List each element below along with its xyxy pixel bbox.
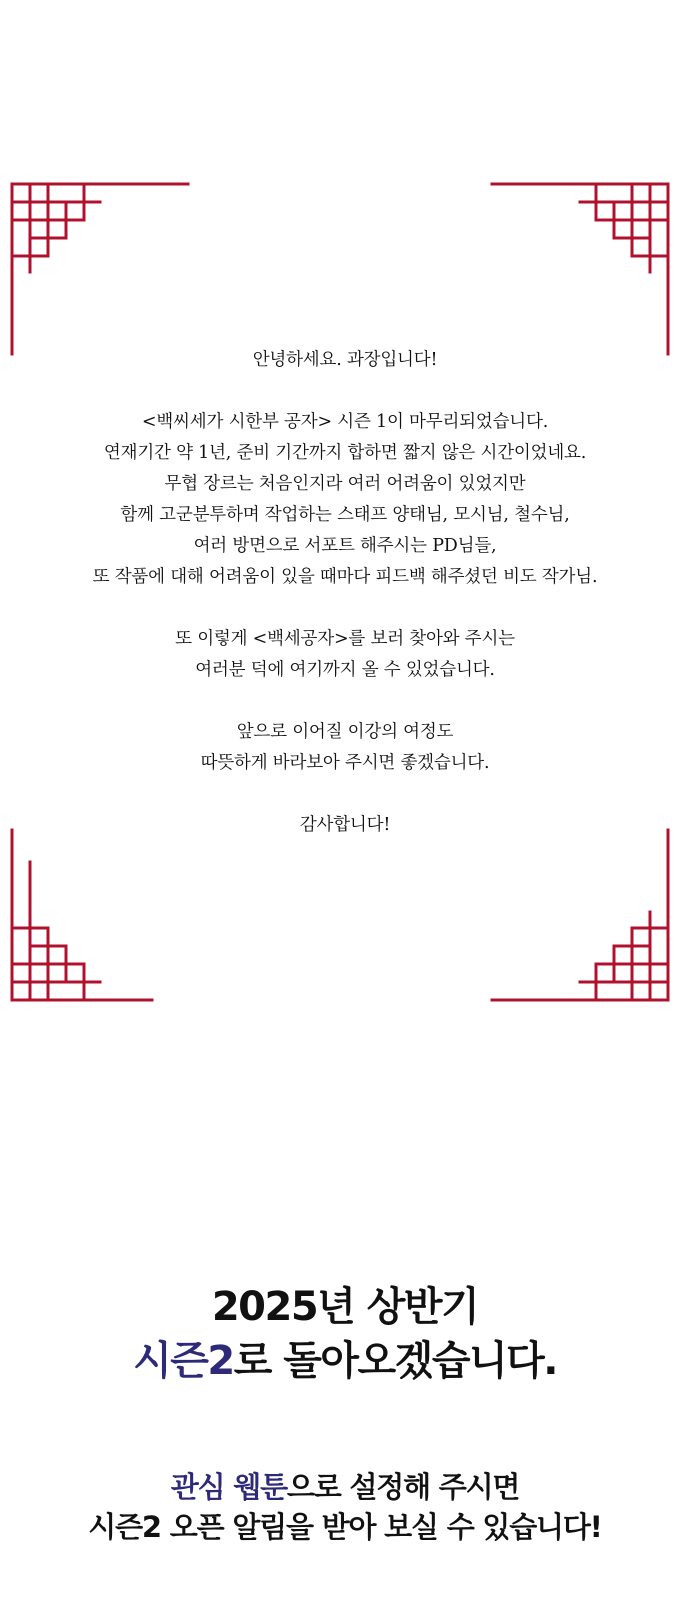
announce-line-2	[0, 1334, 690, 1388]
cta-accent: 관심 웹툰	[170, 1470, 287, 1504]
announce-accent: 시즌2	[133, 1338, 234, 1384]
paragraph-gap	[20, 686, 670, 717]
ornament-corner-top-left	[10, 182, 190, 362]
cta-line-1	[0, 1467, 690, 1507]
announce-line-1: 2025년 상반기	[211, 1284, 479, 1330]
letter-closing: 감사합니다!	[299, 815, 391, 835]
ornament-corner-top-right	[490, 182, 670, 362]
lattice-ornament-icon	[10, 182, 190, 362]
letter-greeting: 안녕하세요. 과장입니다!	[252, 350, 438, 370]
letter-line: <백씨세가 시한부 공자> 시즌 1이 마무리되었습니다.	[141, 412, 549, 432]
season2-announcement	[0, 1280, 690, 1388]
ornament-corner-bottom-right	[490, 822, 670, 1002]
paragraph-gap	[20, 376, 670, 407]
lattice-ornament-icon	[490, 822, 670, 1002]
lattice-ornament-icon	[10, 822, 190, 1002]
letter-line: 따뜻하게 바라보아 주시면 좋겠습니다.	[200, 753, 490, 773]
lattice-ornament-icon	[490, 182, 670, 362]
letter-line: 여러분 덕에 여기까지 올 수 있었습니다.	[195, 660, 495, 680]
subscribe-notice	[0, 1467, 690, 1547]
announce-rest: 로 돌아오겠습니다.	[233, 1338, 557, 1384]
cta-rest: 으로 설정해 주시면	[286, 1470, 520, 1504]
letter-line: 앞으로 이어질 이강의 여정도	[236, 722, 454, 742]
author-letter	[20, 345, 670, 841]
letter-line: 연재기간 약 1년, 준비 기간까지 합하면 짧지 않은 시간이었네요.	[103, 443, 587, 463]
ornament-corner-bottom-left	[10, 822, 190, 1002]
cta-line-2: 시즌2 오픈 알림을 받아 보실 수 있습니다!	[88, 1510, 602, 1544]
letter-line: 여러 방면으로 서포트 해주시는 PD님들,	[193, 536, 497, 556]
paragraph-gap	[20, 593, 670, 624]
letter-line: 함께 고군분투하며 작업하는 스태프 양태님, 모시님, 철수님,	[120, 505, 570, 525]
paragraph-gap	[20, 779, 670, 810]
letter-line: 무협 장르는 처음인지라 여러 어려움이 있었지만	[164, 474, 526, 494]
letter-line: 또 작품에 대해 어려움이 있을 때마다 피드백 해주셨던 비도 작가님.	[92, 567, 598, 587]
letter-line: 또 이렇게 <백세공자>를 보러 찾아와 주시는	[175, 629, 515, 649]
